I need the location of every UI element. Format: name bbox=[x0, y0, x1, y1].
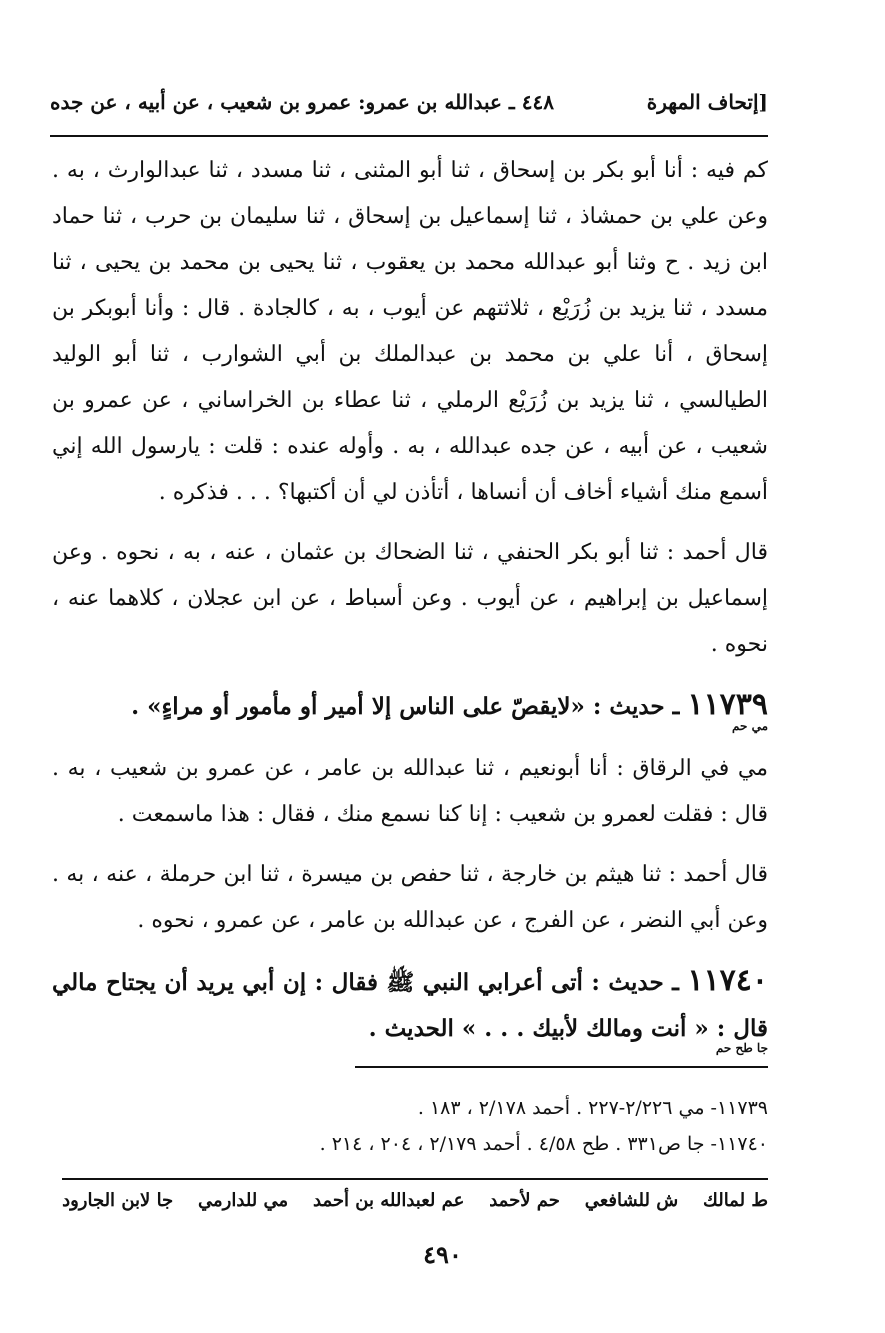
footnote-rule bbox=[355, 1066, 768, 1068]
source-codes: جا طح حم bbox=[715, 1041, 768, 1055]
legend-item: ط لمالك bbox=[703, 1190, 768, 1211]
main-text bbox=[52, 148, 768, 1068]
source-codes: مي حم bbox=[731, 719, 768, 733]
hadith-number: ١١٧٤٠ bbox=[687, 963, 768, 998]
page-number: ٤٩٠ bbox=[423, 1240, 462, 1269]
legend-item: عم لعبدالله بن أحمد bbox=[313, 1190, 465, 1211]
hadith-number: ١١٧٣٩ bbox=[687, 687, 768, 722]
header-rule bbox=[50, 135, 768, 137]
paragraph: كم فيه : أنا أبو بكر بن إسحاق ، ثنا أبو المثنى ، ثنا مسدد ، ثنا عبدالوارث ، به . وعن علي بن حمشاذ ، ثنا إسماعيل بن إسحاق ، ثنا سليمان بن حرب ، ثنا حماد ابن زيد . ح وثنا أبو عبدالله محمد بن يعقوب ، ثنا يحيى بن محمد بن يحيى ، ثنا مسدد ، ثنا يزيد بن زُرَيْع ، ثلاثتهم عن أيوب ، به ، كالجادة . قال : وأنا أبوبكر بن إسحاق ، أنا علي بن محمد بن عبدالملك بن أبي الشوارب ، ثنا أبو الوليد الطيالسي ، ثنا يزيد بن زُرَيْع الرملي ، ثنا عطاء بن الخراساني ، عن عمرو بن شعيب ، عن أبيه ، عن جده عبدالله ، به . وأوله عنده : قلت : يارسول الله إني أسمع منك أشياء أخاف أن أنساها ، أتأذن لي أن أكتبها؟ . . . فذكره . bbox=[52, 158, 768, 505]
footnote: ١١٧٤٠- جا ص٣٣١ . طح ٤/٥٨ . أحمد ٢/١٧٩ ، ٢٠٤ ، ٢١٤ . bbox=[319, 1133, 768, 1155]
hadith-entry-11739 bbox=[52, 682, 768, 732]
hadith-entry-11740 bbox=[52, 958, 768, 1054]
paragraph: مي في الرقاق : أنا أبونعيم ، ثنا عبدالله بن عامر ، عن عمرو بن شعيب ، به . قال : فقلت لعمرو بن شعيب : إنا كنا نسمع منك ، فقال : هذا ماسمعت . bbox=[52, 756, 768, 827]
paragraph: قال أحمد : ثنا هيثم بن خارجة ، ثنا حفص بن ميسرة ، ثنا ابن حرملة ، عنه ، به . وعن أبي النضر ، عن الفرج ، عن عبدالله بن عامر ، عن عمرو ، نحوه . bbox=[52, 862, 768, 933]
legend-item: ش للشافعي bbox=[584, 1190, 679, 1211]
hadith-text: ـ حديث : أتى أعرابي النبي ﷺ فقال : إن أبي يريد أن يجتاح مالي قال : « أنت ومالك لأبيك . . . » الحديث . bbox=[52, 969, 768, 1042]
footnote: ١١٧٣٩- مي ٢/٢٢٦-٢٢٧ . أحمد ٢/١٧٨ ، ١٨٣ . bbox=[417, 1097, 768, 1119]
running-header bbox=[50, 82, 768, 122]
footnotes bbox=[250, 1090, 768, 1162]
header-book-title: [إتحاف المهرة bbox=[646, 90, 768, 114]
header-title: ٤٤٨ ـ عبدالله بن عمرو: عمرو بن شعيب ، عن أبيه ، عن جده bbox=[50, 90, 554, 114]
paragraph: قال أحمد : ثنا أبو بكر الحنفي ، ثنا الضحاك بن عثمان ، عنه ، به ، نحوه . وعن إسماعيل بن إبراهيم ، عن أيوب . وعن أسباط ، عن ابن عجلان ، كلاهما عنه ، نحوه . bbox=[52, 540, 768, 657]
hadith-text: ـ حديث : «لايقصّ على الناس إلا أمير أو مأمور أو مراءٍ» . bbox=[131, 693, 680, 720]
legend-item: جا لابن الجارود bbox=[62, 1190, 174, 1211]
legend-rule bbox=[62, 1178, 768, 1180]
legend-item: مي للدارمي bbox=[198, 1190, 289, 1211]
legend-item: حم لأحمد bbox=[489, 1190, 560, 1211]
abbreviation-legend bbox=[62, 1190, 768, 1211]
